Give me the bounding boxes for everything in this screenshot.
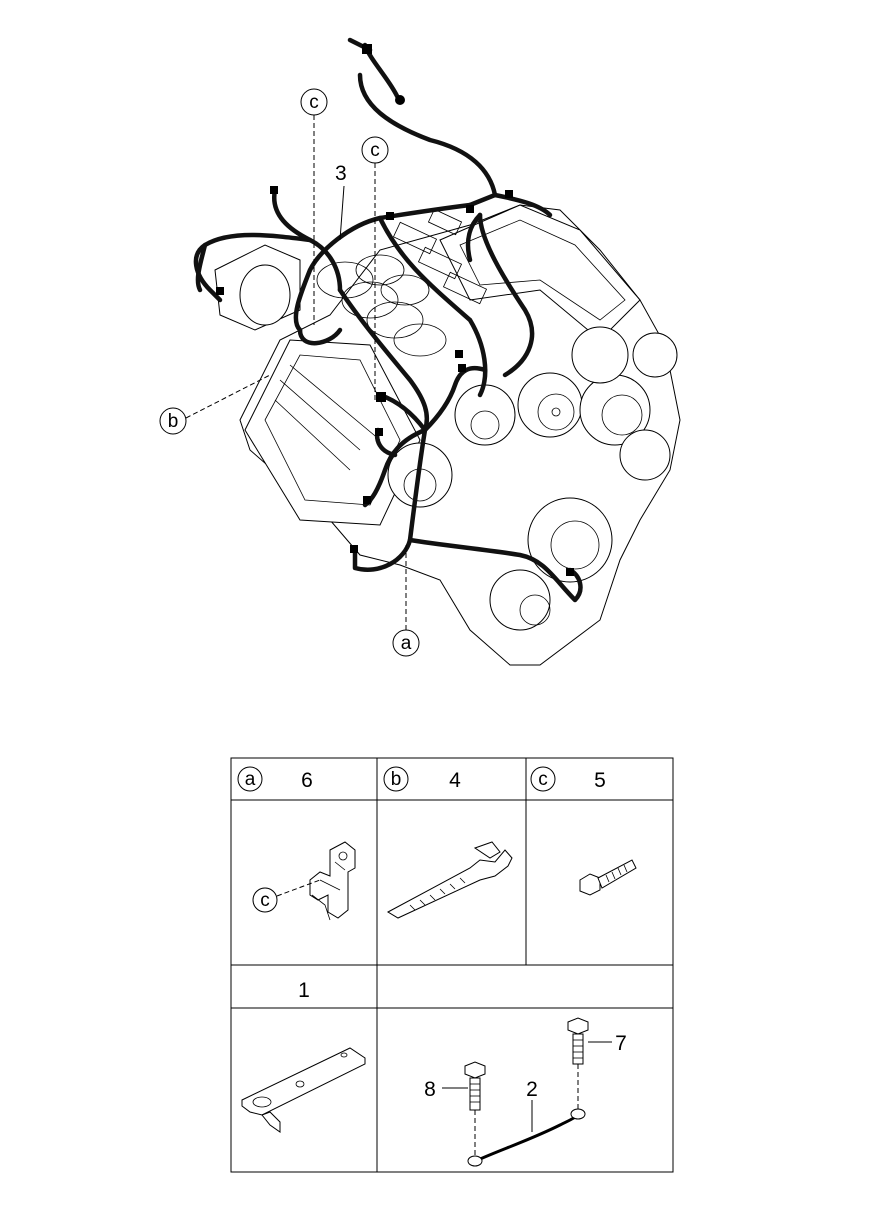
table-header-b: [384, 767, 461, 792]
parts-table: [231, 758, 673, 1172]
harness-clip-part-6: [253, 842, 355, 920]
cable-tie-part-4: [388, 842, 512, 918]
svg-text:a: a: [244, 769, 256, 790]
row2-header-number-1: 1: [298, 979, 310, 1002]
label-8: 8: [424, 1078, 436, 1101]
callout-a-text: a: [400, 633, 412, 654]
engine-illustration: [215, 205, 680, 665]
bolt-part-7: [568, 1018, 627, 1110]
callout-b-text: b: [167, 411, 179, 432]
header-number-5: 5: [594, 769, 606, 792]
table-header-c: [531, 767, 606, 792]
label-2: 2: [526, 1078, 538, 1101]
bolt-part-5: [580, 860, 636, 895]
callout-c-mid-text: c: [370, 140, 380, 161]
ground-cable-part-2: [468, 1078, 585, 1166]
label-7: 7: [615, 1032, 627, 1055]
bracket-part-1: [242, 1048, 365, 1132]
callout-c-top-text: c: [309, 92, 319, 113]
svg-text:b: b: [390, 769, 402, 790]
callout-3: [335, 162, 347, 240]
header-number-4: 4: [449, 769, 461, 792]
header-number-6: 6: [301, 769, 313, 792]
table-header-a: [238, 767, 313, 792]
svg-text:c: c: [538, 769, 548, 790]
bolt-part-8: [424, 1062, 485, 1155]
label-3: 3: [335, 162, 347, 185]
cell-a-callout-c: c: [260, 890, 270, 911]
